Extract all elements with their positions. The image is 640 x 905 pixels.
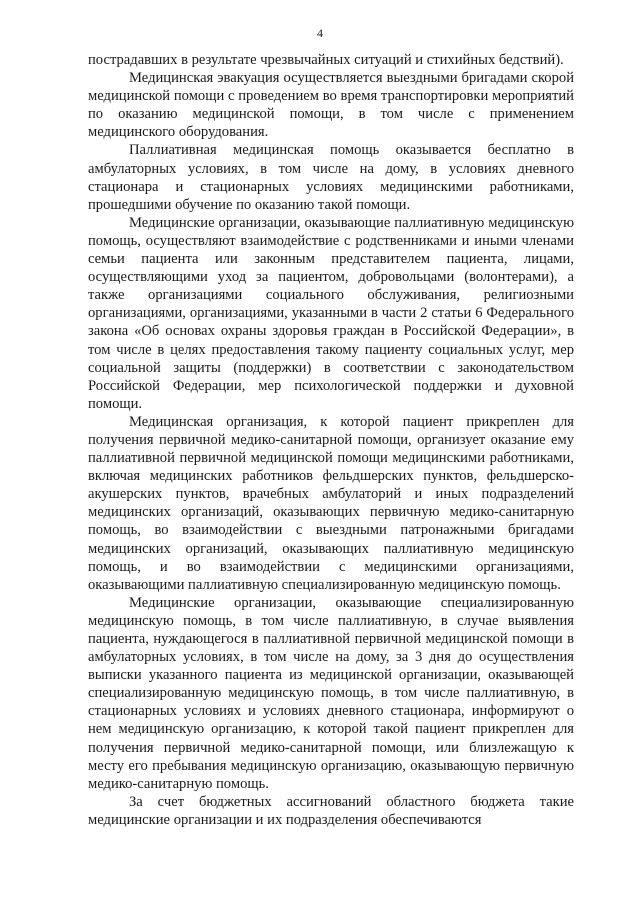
paragraph-continuation: пострадавших в результате чрезвычайных ситуаций и стихийных бедствий). bbox=[88, 52, 564, 68]
paragraph-palliative-care-free: Паллиативная медицинская помощь оказывается бесплатно в амбулаторных условиях, в том числе на дому, в условиях дневного стационара и стационарных условиях медицинскими работниками, прошедшими обучение по оказанию такой помощи. bbox=[88, 142, 574, 213]
paragraph-budget-funding: За счет бюджетных ассигнований областного бюджета такие медицинские организации и их подразделения обеспечиваются bbox=[88, 793, 574, 828]
paragraph-interaction-with-relatives: Медицинские организации, оказывающие паллиативную медицинскую помощь, осуществляют взаимодействие с родственниками и иными членами семьи пациента или законным представителем пациента, лицами, осуществляющими уход за пациентом, добровольцами (волонтерами), а также организациями социального обслуживания, религиозными организациями, организациями, указанными в части 2 статьи 6 Федерального закона «Об основах охраны здоровья граждан в Российской Федерации», в том числе в целях предоставления такому пациенту социальных услуг, мер социальной защиты (поддержки) в соответствии с законодательством Российской Федерации, мер психологической поддержки и духовной помощи. bbox=[88, 214, 574, 412]
document-body bbox=[88, 51, 574, 829]
page-number: 4 bbox=[317, 26, 323, 40]
paragraph-medical-evacuation: Медицинская эвакуация осуществляется выездными бригадами скорой медицинской помощи с проведением во время транспортировки мероприятий по оказанию медицинской помощи, в том числе с применением медицинского оборудования. bbox=[88, 70, 574, 141]
paragraph-primary-care-organization: Медицинская организация, к которой пациент прикреплен для получения первичной медико-санитарной помощи, организует оказание ему паллиативной первичной медицинской помощи медицинскими работниками, включая медицинских работников фельдшерских пунктов, фельдшерско-акушерских пунктов, врачебных амбулаторий и иных подразделений медицинских организаций, оказывающих первичную медико-санитарную помощь, во взаимодействии с выездными патронажными бригадами медицинских организаций, оказывающих паллиативную медицинскую помощь, и во взаимодействии с медицинскими организациями, оказывающими паллиативную специализированную медицинскую помощь. bbox=[88, 413, 574, 593]
paragraph-specialized-care-discharge: Медицинские организации, оказывающие специализированную медицинскую помощь, в том числе паллиативную, в случае выявления пациента, нуждающегося в паллиативной первичной медицинской помощи в амбулаторных условиях, в том числе на дому, за 3 дня до осуществления выписки указанного пациента из медицинской организации, оказывающей специализированную медицинскую помощь, в том числе паллиативную, в стационарных условиях и условиях дневного стационара, информируют о нем медицинскую организацию, к которой такой пациент прикреплен для получения первичной медико-санитарной помощи, или близлежащую к месту его пребывания медицинскую организацию, оказывающую первичную медико-санитарную помощь. bbox=[88, 594, 574, 792]
